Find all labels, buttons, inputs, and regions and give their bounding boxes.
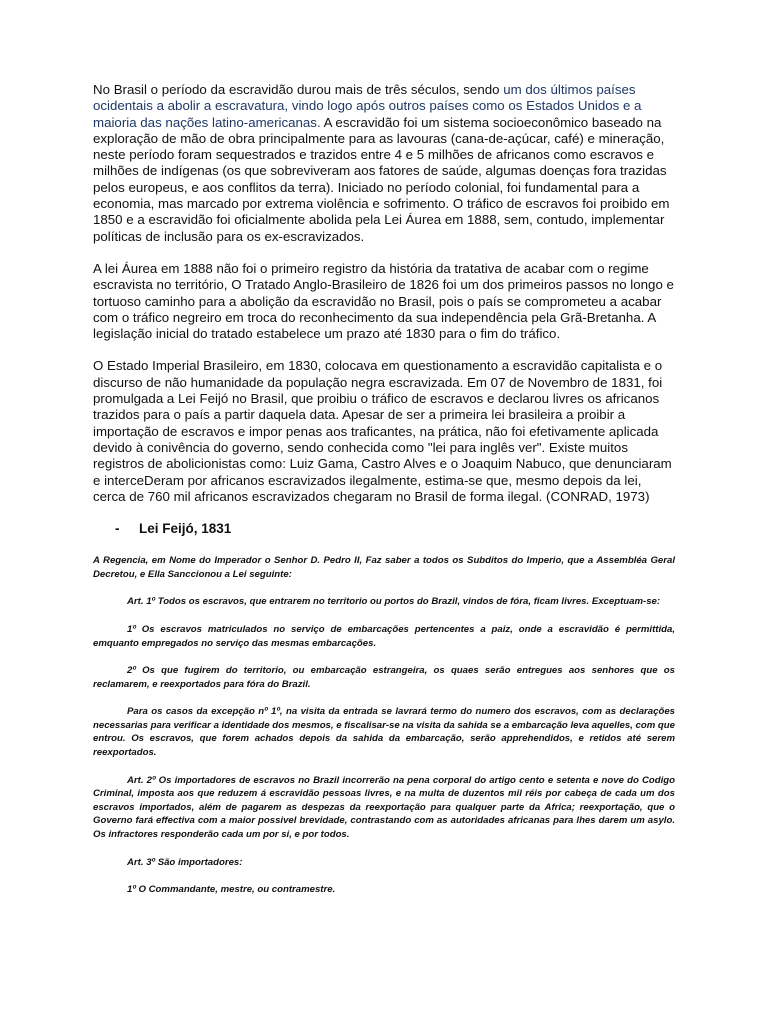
section-heading bbox=[93, 521, 675, 536]
bullet-dash: - bbox=[115, 521, 120, 537]
law-article-1-item-2: 2º Os que fugirem do territorio, ou embarcação estrangeira, os quaes serão entregues aos senhores que os reclamarem, e reexportados para fóra do Brazil. bbox=[93, 665, 675, 690]
law-article-2: Art. 2º Os importadores de escravos no Brazil incorrerão na pena corporal do artigo cento e setenta e nove do Codigo Criminal, imposta aos que reduzem á escravidão pessoas livres, e na multa de duzentos mil réis por cabeça de cada um dos escravos importados, além de pagarem as despezas da reexportação para qualquer parte da Africa; reexportação, que o Governo fará effectiva com a maior possivel brevidade, contrastando com as autoridades africanas para lhes darem um asylo. Os infractores responderão cada um por si, e por todos. bbox=[93, 774, 675, 841]
paragraph-intro-end: A escravidão foi um sistema socioeconômico baseado na exploração de mão de obra principalmente para as lavouras (cana-de-açúcar, café) e mineração, neste período foram sequestrados e trazidos entre 4 e 5 milhões de africanos como escravos e milhões de indígenas (os que sobreviveram aos fatores de saúde, algumas doenças fora trazidas pelos europeus, e aos conflitos da terra). Iniciado no período colonial, foi fundamental para a economia, mas marcado por extrema violência e sofrimento. O tráfico de escravos foi proibido em 1850 e a escravidão foi oficialmente abolida pela Lei Áurea em 1888, sem, contudo, implementar políticas de inclusão para os ex-escravizados. bbox=[93, 114, 670, 244]
law-article-1-item-1: 1º Os escravos matriculados no serviço de embarcações pertencentes a paiz, onde a escravidão é permittida, emquanto empregados no serviço das mesmas embarcações. bbox=[93, 623, 675, 649]
section-heading-text: Lei Feijó, 1831 bbox=[139, 521, 232, 537]
law-preamble: A Regencia, em Nome do Imperador o Senhor D. Pedro II, Faz saber a todos os Subditos do Imperio, que a Assembléa Geral Decretou, e Ella Sanccionou a Lei seguinte: bbox=[93, 555, 675, 580]
paragraph-lei-aurea: A lei Áurea em 1888 não foi o primeiro registro da história da tratativa de acabar com o regime escravista no território, O Tratado Anglo-Brasileiro de 1826 foi um dos primeiros passos no longo e tortuoso caminho para a abolição da escravidão no Brasil, pois o país se comprometeu a acabar com o tráfico negreiro em troca do reconhecimento da sua independência pela Grã-Bretanha. A legislação inicial do tratado estabelece um prazo até 1830 para o fim do tráfico. bbox=[93, 260, 674, 342]
paragraph-intro-start: No Brasil o período da escravidão durou mais de três séculos, sendo bbox=[93, 82, 504, 97]
law-article-1-paragraph: Para os casos da excepção nº 1º, na visita da entrada se lavrará termo do numero dos escravos, com as declarações necessarias para verificar a identidade dos mesmos, e fiscalisar-se na visita da sahida se a embarcação leva aquelles, com que entrou. Os escravos, que forem achados depois da sahida da embarcação, serão apprehendidos, e retidos até serem reexportados. bbox=[93, 706, 675, 759]
law-article-1: Art. 1º Todos os escravos, que entrarem no territorio ou portos do Brazil, vindos de fóra, ficam livres. Exceptuam-se: bbox=[127, 596, 661, 608]
paragraph-intro-highlight: um dos últimos países ocidentais a abolir a escravatura, vindo logo após outros países como os Estados Unidos e a maioria das nações latino-americanas. bbox=[93, 82, 642, 130]
law-article-3: Art. 3º São importadores: bbox=[127, 856, 243, 868]
law-article-3-item-1: 1º O Commandante, mestre, ou contramestre. bbox=[127, 884, 336, 896]
paragraph-intro bbox=[93, 82, 675, 245]
paragraph-estado-imperial: O Estado Imperial Brasileiro, em 1830, colocava em questionamento a escravidão capitalista e o discurso de não humanidade da população negra escravizada. Em 07 de Novembro de 1831, foi promulgada a Lei Feijó no Brasil, que proibiu o tráfico de escravos e declarou livres os africanos trazidos para o país a partir daquela data. Apesar de ser a primeira lei brasileira a proibir a importação de escravos e impor penas aos traficantes, na prática, não foi efetivamente aplicada devido à conivência do governo, sendo conhecida como "lei para inglês ver". Existe muitos registros de abolicionistas como: Luiz Gama, Castro Alves e o Joaquim Nabuco, que denunciaram e interceDeram por africanos escravizados ilegalmente, estima-se que, mesmo depois da lei, cerca de 760 mil africanos escravizados chegaram no Brasil de forma ilegal. (CONRAD, 1973) bbox=[93, 358, 672, 504]
document-page bbox=[93, 82, 675, 911]
